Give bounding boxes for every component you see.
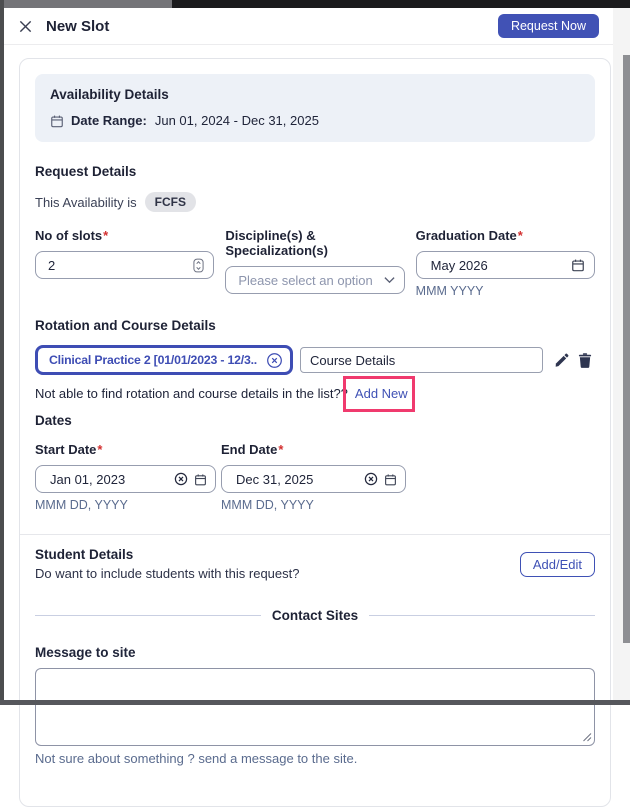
edit-icon[interactable]	[554, 353, 569, 368]
start-date-group	[35, 457, 216, 512]
end-date-input[interactable]: Dec 31, 2025	[221, 465, 406, 493]
calendar-icon[interactable]	[571, 258, 585, 272]
date-range-value: Jun 01, 2024 - Dec 31, 2025	[154, 113, 319, 128]
section-divider	[20, 534, 610, 535]
required-asterisk: *	[517, 228, 523, 243]
required-asterisk: *	[278, 442, 284, 457]
delete-icon[interactable]	[578, 353, 592, 368]
slots-input[interactable]: 2	[35, 251, 214, 279]
end-date-group	[221, 457, 406, 512]
request-now-button[interactable]: Request Now	[498, 14, 599, 38]
rotation-notfound-row	[35, 386, 595, 401]
new-slot-modal	[4, 8, 613, 766]
rotation-actions	[554, 353, 592, 368]
message-to-site-label: Message to site	[35, 645, 136, 660]
calendar-icon	[50, 114, 64, 128]
rotation-row	[35, 345, 595, 375]
rotation-chip-label: Clinical Practice 2 [01/01/2023 - 12/3..	[49, 353, 258, 367]
window-top-edge	[0, 0, 630, 8]
required-asterisk: *	[97, 442, 103, 457]
modal-title: New Slot	[46, 17, 110, 35]
vertical-scrollbar-track[interactable]	[613, 8, 630, 700]
slots-label: No of slots*	[35, 228, 109, 243]
dates-labels-row	[35, 442, 595, 457]
clear-selection-icon[interactable]	[266, 352, 283, 369]
availability-type-prefix: This Availability is	[35, 194, 137, 210]
request-details-title: Request Details	[35, 164, 137, 179]
student-details-text	[35, 547, 520, 581]
divider-line	[35, 615, 261, 616]
date-range-label: Date Range:	[71, 113, 147, 128]
dates-inputs-row	[35, 457, 595, 512]
vertical-scrollbar-thumb[interactable]	[623, 55, 630, 643]
resize-handle-icon[interactable]	[582, 732, 592, 742]
form-card	[19, 58, 611, 807]
clear-date-icon[interactable]	[174, 472, 188, 486]
start-date-format-hint: MMM DD, YYYY	[35, 498, 128, 512]
divider-line	[369, 615, 595, 616]
contact-sites-divider	[35, 608, 595, 623]
date-range-row	[50, 113, 580, 128]
slots-field-group	[35, 228, 214, 298]
window-top-edge-segment	[0, 0, 172, 8]
course-details-input[interactable]: Course Details	[300, 347, 543, 373]
calendar-icon[interactable]	[194, 473, 207, 486]
student-details-row	[35, 547, 595, 581]
required-asterisk: *	[103, 228, 109, 243]
discipline-field-group	[225, 228, 404, 298]
end-date-label: End Date*	[221, 442, 284, 457]
start-date-input[interactable]: Jan 01, 2023	[35, 465, 216, 493]
fcfs-badge: FCFS	[145, 192, 196, 212]
calendar-icon[interactable]	[384, 473, 397, 486]
graduation-label: Graduation Date*	[415, 228, 523, 243]
message-to-site-textarea[interactable]	[35, 668, 595, 746]
add-edit-students-button[interactable]: Add/Edit	[520, 552, 595, 577]
number-stepper-icon[interactable]	[193, 258, 204, 273]
discipline-select[interactable]: Please select an option	[225, 266, 404, 294]
start-date-label: Start Date*	[35, 442, 103, 457]
window-bottom-edge	[0, 700, 630, 705]
contact-sites-label: Contact Sites	[271, 608, 359, 623]
chevron-down-icon	[384, 276, 395, 284]
graduation-format-hint: MMM YYYY	[415, 284, 484, 298]
availability-details-panel	[35, 74, 595, 142]
student-details-title: Student Details	[35, 547, 134, 562]
message-textarea-wrap	[35, 668, 595, 746]
end-date-format-hint: MMM DD, YYYY	[221, 498, 314, 512]
message-helper-text: Not sure about something ? send a message to the site.	[35, 751, 358, 766]
rotation-title: Rotation and Course Details	[35, 318, 216, 333]
add-new-wrap	[355, 386, 408, 401]
rotation-notfound-text: Not able to find rotation and course details in the list??	[35, 386, 348, 401]
modal-header	[4, 8, 613, 45]
availability-title: Availability Details	[50, 87, 169, 102]
rotation-select-chip[interactable]	[35, 345, 293, 375]
availability-type-row	[35, 192, 595, 212]
discipline-label: Discipline(s) & Specialization(s)	[225, 228, 328, 258]
window-left-edge	[0, 0, 4, 705]
dates-title: Dates	[35, 413, 72, 428]
graduation-date-input[interactable]: May 2026	[416, 251, 595, 279]
student-details-question: Do want to include students with this request?	[35, 566, 300, 581]
add-new-link[interactable]: Add New	[354, 386, 408, 401]
graduation-field-group	[416, 228, 595, 298]
request-fields-row	[35, 228, 595, 298]
clear-date-icon[interactable]	[364, 472, 378, 486]
close-icon[interactable]	[18, 19, 33, 34]
